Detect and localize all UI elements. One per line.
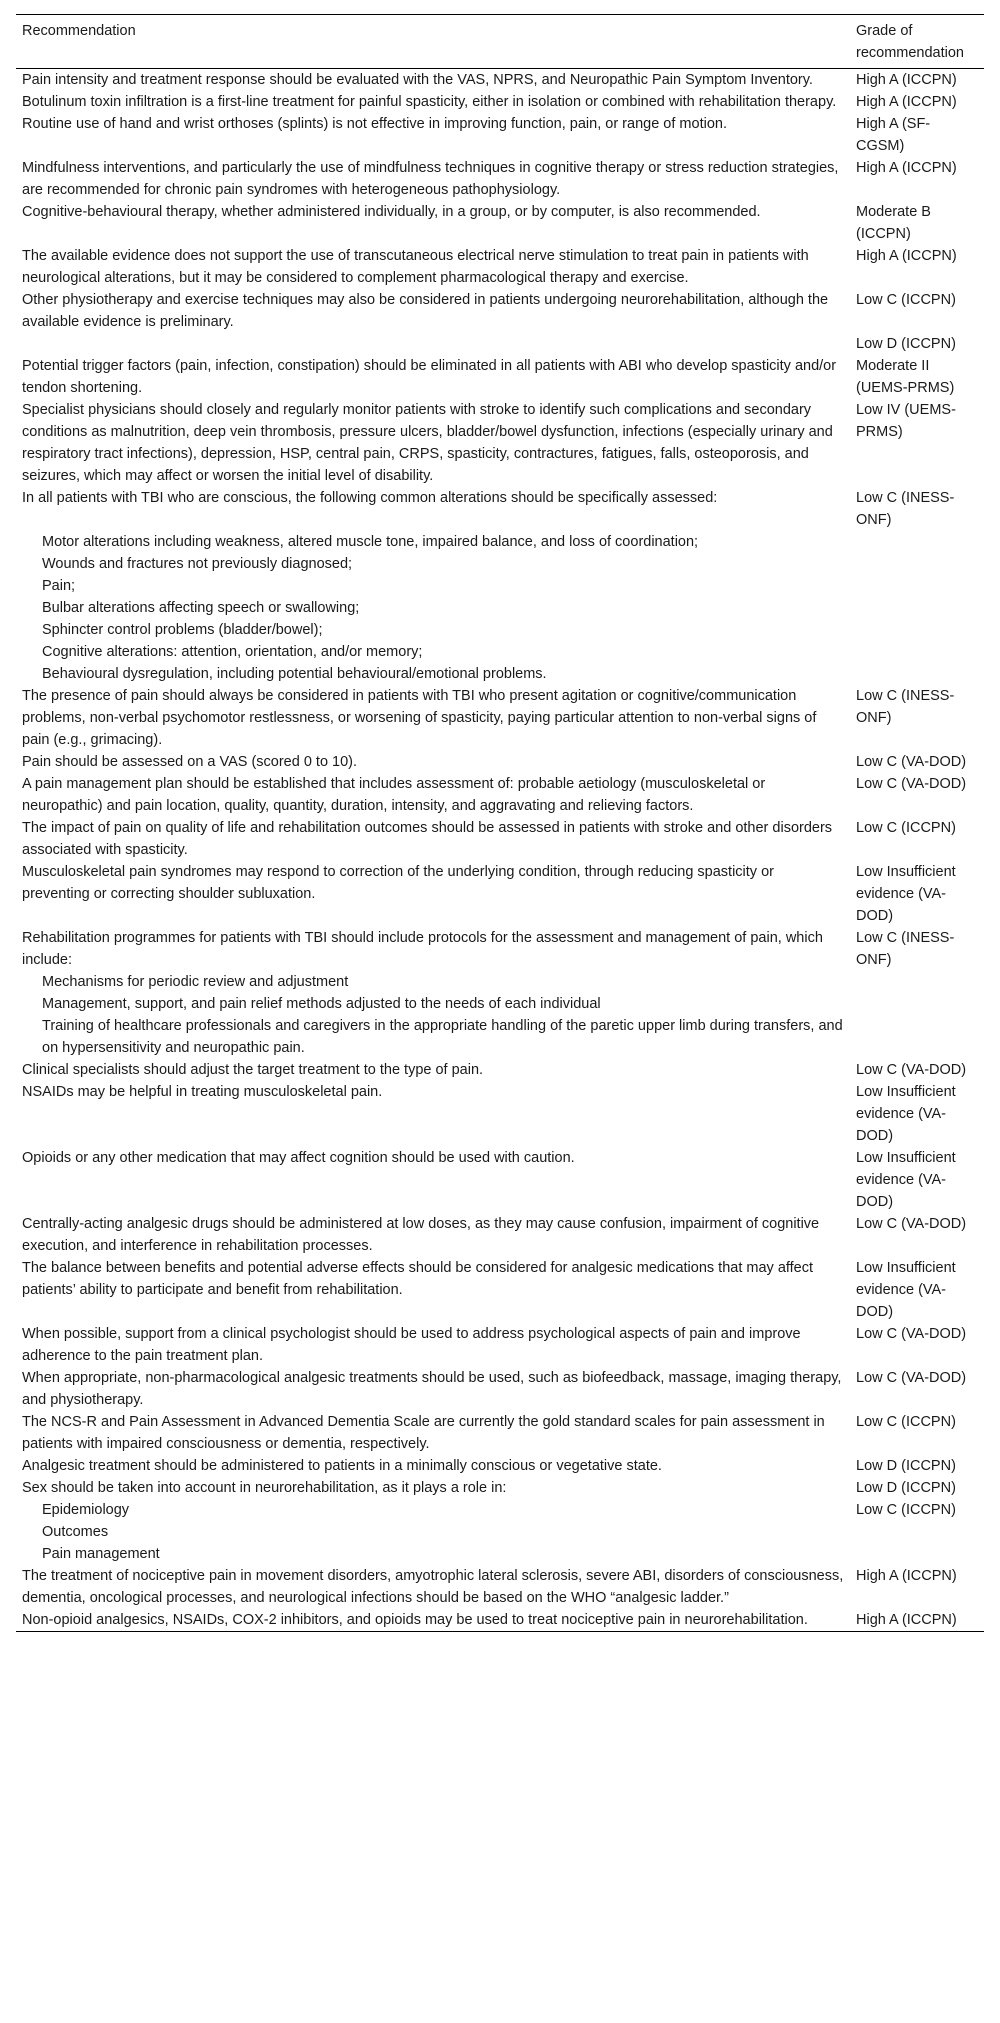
table-row <box>16 1257 984 1323</box>
grade-text: Low C (ICCPN) <box>856 1502 956 1518</box>
recommendation-text: The available evidence does not support the use of transcutaneous electrical nerve stimulation to treat pain in patients with neurological alterations, but it may be considered to complement pharmacological therapy and exercise. <box>22 248 809 286</box>
grade-text: Low C (ICCPN) <box>856 292 956 308</box>
grade-text <box>850 531 984 553</box>
table-row <box>16 355 984 399</box>
recommendations-table <box>16 14 984 1632</box>
sub-item-text: Pain; <box>42 578 76 594</box>
grade-text <box>850 1543 984 1565</box>
table-row <box>16 971 984 993</box>
recommendation-text: Pain should be assessed on a VAS (scored 0 to 10). <box>22 754 358 770</box>
grade-text <box>850 971 984 993</box>
recommendation-text: The NCS-R and Pain Assessment in Advanced Dementia Scale are currently the gold standard scales for pain assessment in patients with impaired consciousness or dementia, respectively. <box>22 1414 825 1452</box>
grade-text: Low C (VA-DOD) <box>856 1216 967 1232</box>
recommendation-text: Routine use of hand and wrist orthoses (splints) is not effective in improving function, pain, or range of motion. <box>22 116 727 132</box>
table-row <box>16 817 984 861</box>
table-row <box>16 157 984 201</box>
recommendation-text: In all patients with TBI who are conscious, the following common alterations should be specifically assessed: <box>22 490 718 506</box>
table-row <box>16 1499 984 1521</box>
grade-text: Low D (ICCPN) <box>856 1458 956 1474</box>
table-row <box>16 619 984 641</box>
table-row <box>16 1081 984 1147</box>
recommendation-text: Mindfulness interventions, and particularly the use of mindfulness techniques in cognitive therapy or stress reduction strategies, are recommended for chronic pain syndromes with heterogeneous pathophysiology. <box>22 160 839 198</box>
grade-text <box>850 1015 984 1059</box>
sub-item-text: Management, support, and pain relief methods adjusted to the needs of each individual <box>42 996 601 1012</box>
grade-text: Low Insufficient evidence (VA-DOD) <box>856 864 956 924</box>
grade-text: Low Insufficient evidence (VA-DOD) <box>856 1084 956 1144</box>
sub-item-text: Behavioural dysregulation, including potential behavioural/emotional problems. <box>42 666 547 682</box>
grade-text: High A (ICCPN) <box>856 94 957 110</box>
header-grade: Grade of recommendation <box>850 15 984 69</box>
grade-text: Low C (INESS-ONF) <box>856 490 955 528</box>
recommendation-text: Botulinum toxin infiltration is a first-line treatment for painful spasticity, either in isolation or combined with rehabilitation therapy. <box>22 94 837 110</box>
recommendation-text: The impact of pain on quality of life and rehabilitation outcomes should be assessed in patients with stroke and other disorders associated with spasticity. <box>22 820 833 858</box>
grade-text <box>850 641 984 663</box>
recommendation-text: When possible, support from a clinical psychologist should be used to address psychological aspects of pain and improve adherence to the pain treatment plan. <box>22 1326 801 1364</box>
table-row <box>16 1565 984 1609</box>
sub-item-text: Sphincter control problems (bladder/bowel); <box>42 622 323 638</box>
table-row <box>16 245 984 289</box>
table-row <box>16 333 984 355</box>
table-row <box>16 597 984 619</box>
recommendation-text: Analgesic treatment should be administered to patients in a minimally conscious or vegetative state. <box>22 1458 662 1474</box>
grade-text: High A (ICCPN) <box>850 1609 984 1632</box>
table-row <box>16 1015 984 1059</box>
recommendation-text: Pain intensity and treatment response should be evaluated with the VAS, NPRS, and Neuropathic Pain Symptom Inventory. <box>22 72 813 88</box>
sub-item-text: Training of healthcare professionals and caregivers in the appropriate handling of the paretic upper limb during transfers, and on hypersensitivity and neuropathic pain. <box>42 1018 843 1056</box>
table-row <box>16 663 984 685</box>
recommendation-text: Centrally-acting analgesic drugs should be administered at low doses, as they may cause confusion, impairment of cognitive execution, and interference in rehabilitation processes. <box>22 1216 820 1254</box>
sub-item-text: Outcomes <box>42 1524 109 1540</box>
table-row <box>16 531 984 553</box>
grade-text: Low C (VA-DOD) <box>856 1370 967 1386</box>
grade-text <box>850 1521 984 1543</box>
recommendation-text: Opioids or any other medication that may affect cognition should be used with caution. <box>22 1150 575 1166</box>
table-row <box>16 773 984 817</box>
grade-text: Low C (INESS-ONF) <box>856 930 955 968</box>
recommendation-text: The treatment of nociceptive pain in movement disorders, amyotrophic lateral sclerosis, severe ABI, disorders of consciousness, dementia, oncological processes, and neurological infections should be based on the WHO “analgesic ladder.” <box>22 1568 844 1606</box>
grade-text: High A (SF-CGSM) <box>856 116 931 154</box>
recommendation-text: Rehabilitation programmes for patients with TBI should include protocols for the assessment and management of pain, which include: <box>22 930 823 968</box>
grade-text: High A (ICCPN) <box>856 72 957 88</box>
recommendation-text: When appropriate, non-pharmacological analgesic treatments should be used, such as biofeedback, massage, imaging therapy, and physiotherapy. <box>22 1370 842 1408</box>
recommendation-text: Potential trigger factors (pain, infection, constipation) should be eliminated in all patients with ABI who develop spasticity and/or tendon shortening. <box>22 358 837 396</box>
table-row <box>16 861 984 927</box>
table-row <box>16 487 984 531</box>
sub-item-text: Pain management <box>42 1546 160 1562</box>
sub-item-text: Bulbar alterations affecting speech or swallowing; <box>42 600 360 616</box>
grade-text: Low D (ICCPN) <box>856 336 956 352</box>
grade-text <box>850 619 984 641</box>
recommendations-table-container <box>16 14 984 1632</box>
grade-text <box>850 597 984 619</box>
table-row <box>16 1367 984 1411</box>
grade-text <box>850 993 984 1015</box>
grade-text: Low C (VA-DOD) <box>856 776 967 792</box>
grade-text: Low C (ICCPN) <box>856 820 956 836</box>
grade-text: Low C (INESS-ONF) <box>856 688 955 726</box>
recommendation-text <box>16 333 850 355</box>
recommendation-text: NSAIDs may be helpful in treating musculoskeletal pain. <box>22 1084 383 1100</box>
grade-text: High A (ICCPN) <box>856 1568 957 1584</box>
table-row <box>16 927 984 971</box>
table-row <box>16 201 984 245</box>
recommendation-text: Sex should be taken into account in neurorehabilitation, as it plays a role in: <box>22 1480 507 1496</box>
recommendation-text: Musculoskeletal pain syndromes may respond to correction of the underlying condition, through reducing spasticity or preventing or correcting shoulder subluxation. <box>22 864 774 902</box>
grade-text <box>850 575 984 597</box>
table-row <box>16 69 984 92</box>
table-row <box>16 641 984 663</box>
table-row <box>16 575 984 597</box>
table-row <box>16 113 984 157</box>
grade-text: Moderate B (ICCPN) <box>856 204 931 242</box>
sub-item-text: Epidemiology <box>42 1502 130 1518</box>
grade-text: Moderate II (UEMS-PRMS) <box>856 358 955 396</box>
table-row <box>16 1455 984 1477</box>
grade-text: Low D (ICCPN) <box>856 1480 956 1496</box>
grade-text: Low IV (UEMS-PRMS) <box>856 402 956 440</box>
table-row <box>16 685 984 751</box>
grade-text: Low C (ICCPN) <box>856 1414 956 1430</box>
table-row <box>16 1059 984 1081</box>
table-row <box>16 1477 984 1499</box>
recommendation-text: Cognitive-behavioural therapy, whether administered individually, in a group, or by computer, is also recommended. <box>22 204 761 220</box>
table-row <box>16 1543 984 1565</box>
table-row <box>16 1147 984 1213</box>
sub-item-text: Wounds and fractures not previously diagnosed; <box>42 556 353 572</box>
table-row <box>16 399 984 487</box>
grade-text: Low Insufficient evidence (VA-DOD) <box>856 1150 956 1210</box>
recommendation-text: Specialist physicians should closely and regularly monitor patients with stroke to identify such complications and secondary conditions as malnutrition, deep vein thrombosis, pressure ulcers, bladder/bowel dysfunction, infections (especially urinary and respiratory tract infections), depression, HSP, central pain, CRPS, spasticity, contractures, fatigues, falls, osteoporosis, and seizures, which may affect or worsen the initial level of disability. <box>22 402 833 484</box>
grade-text <box>850 663 984 685</box>
recommendation-text: A pain management plan should be established that includes assessment of: probable aetiology (musculoskeletal or neuropathic) and pain location, quality, quantity, duration, intensity, and aggravating and relieving factors. <box>22 776 766 814</box>
table-row <box>16 751 984 773</box>
table-row <box>16 1411 984 1455</box>
table-row <box>16 91 984 113</box>
header-recommendation: Recommendation <box>16 15 850 69</box>
table-row <box>16 1323 984 1367</box>
table-row <box>16 289 984 333</box>
table-row <box>16 1609 984 1632</box>
sub-item-text: Mechanisms for periodic review and adjustment <box>42 974 349 990</box>
table-row <box>16 553 984 575</box>
table-row <box>16 993 984 1015</box>
sub-item-text: Cognitive alterations: attention, orientation, and/or memory; <box>42 644 423 660</box>
table-row <box>16 1213 984 1257</box>
recommendation-text: Clinical specialists should adjust the target treatment to the type of pain. <box>22 1062 484 1078</box>
table-header-row <box>16 15 984 69</box>
table-row <box>16 1521 984 1543</box>
grade-text: High A (ICCPN) <box>856 160 957 176</box>
recommendation-text: The presence of pain should always be considered in patients with TBI who present agitation or cognitive/communication problems, non-verbal psychomotor restlessness, or worsening of spasticity, paying particular attention to non-verbal signs of pain (e.g., grimacing). <box>22 688 817 748</box>
grade-text: Low Insufficient evidence (VA-DOD) <box>856 1260 956 1320</box>
grade-text: Low C (VA-DOD) <box>856 754 967 770</box>
recommendation-text: Other physiotherapy and exercise techniques may also be considered in patients undergoing neurorehabilitation, although the available evidence is preliminary. <box>22 292 829 330</box>
grade-text: Low C (VA-DOD) <box>856 1326 967 1342</box>
grade-text <box>850 553 984 575</box>
grade-text: Low C (VA-DOD) <box>856 1062 967 1078</box>
recommendation-text: The balance between benefits and potential adverse effects should be considered for analgesic medications that may affect patients’ ability to participate and benefit from rehabilitation. <box>22 1260 814 1298</box>
sub-item-text: Motor alterations including weakness, altered muscle tone, impaired balance, and loss of coordination; <box>42 534 699 550</box>
recommendation-text: Non-opioid analgesics, NSAIDs, COX-2 inhibitors, and opioids may be used to treat nociceptive pain in neurorehabilitation. <box>16 1609 850 1632</box>
grade-text: High A (ICCPN) <box>856 248 957 264</box>
